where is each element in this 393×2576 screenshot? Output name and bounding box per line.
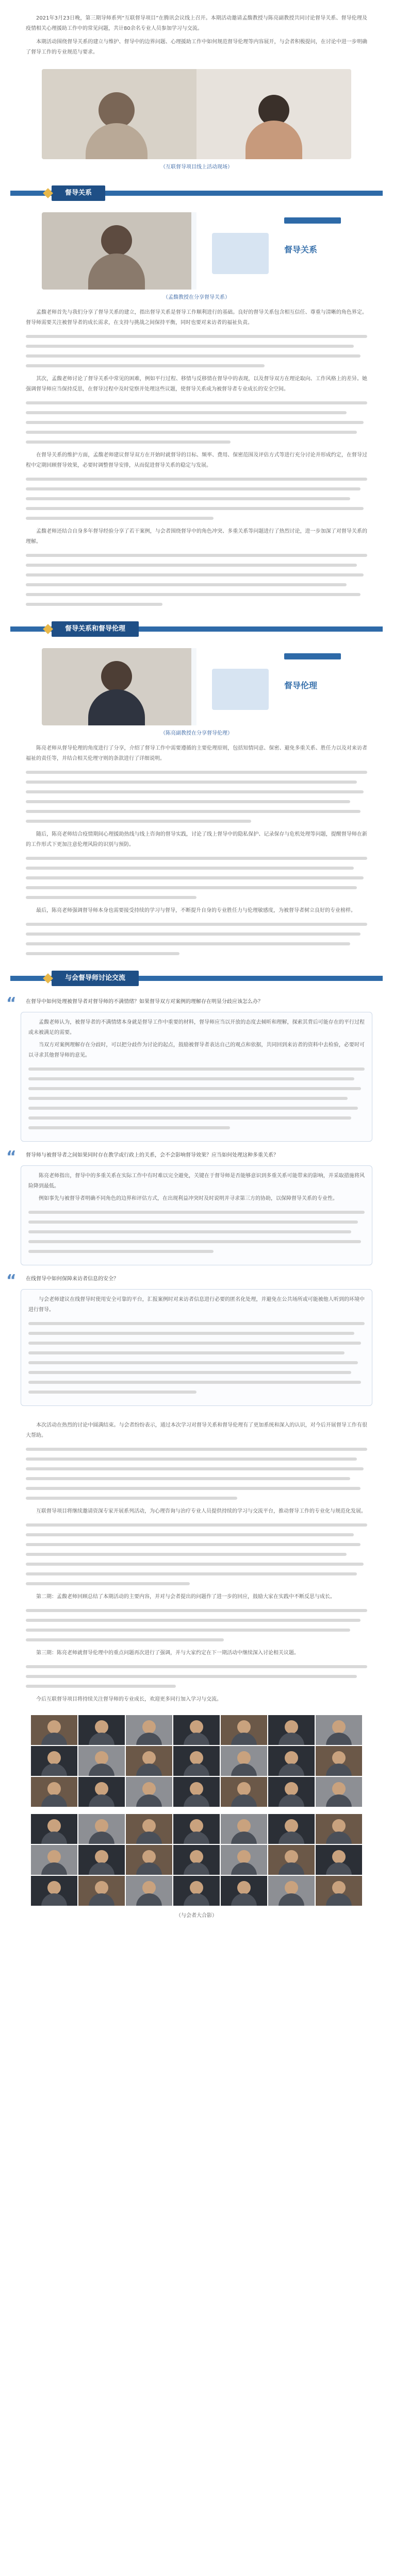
qa-block bbox=[6, 994, 372, 1142]
question-text: 在线督导中如何保障来访者信息的安全？ bbox=[26, 1276, 119, 1282]
participant-video-tile bbox=[316, 1845, 362, 1875]
answer-box bbox=[21, 1289, 372, 1406]
text-line-placeholder bbox=[28, 1116, 351, 1120]
answer-text: 陈亮老师指出，督导中的多重关系在实际工作中有时难以完全避免，关键在于督导师是否能够意识到多重关系可能带来的影响，并采取措施将风险降到最低。 bbox=[28, 1173, 365, 1189]
participant-video-tile bbox=[173, 1876, 220, 1906]
participant-video-tile bbox=[31, 1876, 77, 1906]
text-line-placeholder bbox=[26, 517, 214, 520]
answer-box bbox=[21, 1165, 372, 1265]
text-placeholder bbox=[26, 478, 367, 520]
participant-video-tile bbox=[268, 1715, 315, 1745]
question-text: 督导师与被督导者之间如果同时存在教学或行政上的关系，会不会影响督导效果？应当如何处理这种多重关系？ bbox=[26, 1153, 279, 1158]
participant-video-tile bbox=[126, 1777, 172, 1807]
text-line-placeholder bbox=[28, 1332, 354, 1335]
body-paragraph: 在督导关系的维护方面，孟馥老师建议督导双方在开始时就督导的目标、频率、费用、保密范围及评估方式等进行充分讨论并形成约定，在督导过程中定期回顾督导效果，必要时调整督导安排，从而促进督导关系的稳定与发展。 bbox=[26, 452, 367, 468]
text-line-placeholder bbox=[26, 923, 367, 926]
answer-box bbox=[21, 1012, 372, 1142]
body-paragraph: 互联督导项目将继续邀请资深专家开展系列活动，为心理咨询与治疗专业人员提供持续的学习与交流平台，推动督导工作的专业化与规范化发展。 bbox=[36, 1509, 366, 1514]
participant-video-tile bbox=[126, 1746, 172, 1776]
question-mark-icon: “ bbox=[6, 994, 17, 1012]
text-line-placeholder bbox=[28, 1087, 361, 1090]
text-line-placeholder bbox=[26, 857, 367, 860]
text-line-placeholder bbox=[26, 364, 265, 367]
text-line-placeholder bbox=[26, 401, 367, 404]
participant-video-tile bbox=[78, 1715, 125, 1745]
body-paragraph: 第二期：孟馥老师回顾总结了本期活动的主要内容，并对与会者提出的问题作了进一步的回应，鼓励大家在实践中不断反思与成长。 bbox=[36, 1594, 335, 1600]
text-line-placeholder bbox=[28, 1211, 365, 1214]
photo-caption: （互联督导项目线上活动现场） bbox=[160, 164, 233, 170]
text-line-placeholder bbox=[28, 1250, 214, 1253]
participant-video-tile bbox=[78, 1814, 125, 1844]
text-line-placeholder bbox=[26, 1572, 357, 1575]
participant-video-tile bbox=[221, 1777, 267, 1807]
text-line-placeholder bbox=[28, 1361, 358, 1364]
participant-video-tile bbox=[173, 1777, 220, 1807]
text-placeholder bbox=[26, 1609, 367, 1641]
participant-video-tile bbox=[78, 1876, 125, 1906]
participant-video-tile bbox=[316, 1876, 362, 1906]
text-placeholder bbox=[26, 1523, 367, 1585]
text-placeholder bbox=[28, 1322, 365, 1394]
text-line-placeholder bbox=[28, 1240, 361, 1243]
participant-video-tile bbox=[173, 1746, 220, 1776]
meeting-photo bbox=[42, 69, 351, 159]
text-line-placeholder bbox=[26, 1487, 361, 1490]
participant-video-tile bbox=[78, 1845, 125, 1875]
participant-video-tile bbox=[316, 1777, 362, 1807]
text-line-placeholder bbox=[26, 1629, 350, 1632]
text-line-placeholder bbox=[26, 1458, 357, 1461]
body-paragraph: 孟馥老师还结合自身多年督导经验分享了若干案例，与会者围绕督导中的角色冲突、多重关系等问题进行了热烈讨论，进一步加深了对督导关系的理解。 bbox=[26, 529, 367, 545]
text-line-placeholder bbox=[26, 507, 364, 510]
text-line-placeholder bbox=[26, 1619, 361, 1622]
group-photo-grid bbox=[31, 1715, 362, 1807]
answer-text: 孟馥老师认为，被督导者的不满情绪本身就是督导工作中重要的材料，督导师应当以开放的态度去倾听和理解，探索其背后可能存在的平行过程或未被满足的需要。 bbox=[28, 1020, 365, 1036]
text-line-placeholder bbox=[28, 1221, 358, 1224]
slide-title: 督导关系 bbox=[284, 245, 318, 255]
body-paragraph: 最后，陈亮老师强调督导师本身也需要接受持续的学习与督导，不断提升自身的专业胜任力与伦理敏感度，为被督导者树立良好的专业榜样。 bbox=[36, 908, 356, 913]
text-line-placeholder bbox=[26, 886, 357, 889]
text-line-placeholder bbox=[28, 1107, 358, 1110]
text-line-placeholder bbox=[26, 573, 364, 577]
answer-text: 当双方对案例理解存在分歧时，可以把分歧作为讨论的起点，鼓励被督导者表达自己的观点和依据，共同回到来访者的资料中去检验，必要时可以寻求其他督导师的意见。 bbox=[28, 1042, 365, 1058]
text-line-placeholder bbox=[26, 1497, 237, 1500]
text-line-placeholder bbox=[26, 487, 361, 490]
text-line-placeholder bbox=[26, 810, 361, 813]
text-line-placeholder bbox=[26, 896, 196, 899]
text-line-placeholder bbox=[26, 1665, 367, 1668]
text-line-placeholder bbox=[26, 564, 357, 567]
text-line-placeholder bbox=[26, 876, 364, 879]
text-line-placeholder bbox=[26, 781, 357, 784]
answer-text: 与会老师建议在线督导时使用安全可靠的平台，汇报案例时对来访者信息进行必要的匿名化处理，并避免在公共场所或可能被他人听到的环境中进行督导。 bbox=[28, 1297, 365, 1313]
question-mark-icon: “ bbox=[6, 1148, 17, 1166]
participant-video-tile bbox=[316, 1746, 362, 1776]
participant-video-tile bbox=[268, 1814, 315, 1844]
text-line-placeholder bbox=[26, 867, 354, 870]
body-paragraph: 陈亮老师从督导伦理的角度进行了分享，介绍了督导工作中需要遵循的主要伦理原则，包括知情同意、保密、避免多重关系、胜任力以及对来访者福祉的责任等，并结合相关伦理守则的条款进行了详细说明。 bbox=[26, 745, 367, 761]
participant-video-tile bbox=[221, 1715, 267, 1745]
text-line-placeholder bbox=[26, 1563, 364, 1566]
participant-video-tile bbox=[268, 1777, 315, 1807]
text-line-placeholder bbox=[26, 1675, 357, 1678]
text-line-placeholder bbox=[26, 952, 179, 955]
text-placeholder bbox=[26, 771, 367, 823]
text-line-placeholder bbox=[26, 440, 231, 444]
text-line-placeholder bbox=[26, 790, 364, 793]
speaker-photo bbox=[42, 648, 351, 725]
text-placeholder bbox=[26, 857, 367, 899]
participant-video-tile bbox=[78, 1777, 125, 1807]
text-line-placeholder bbox=[26, 942, 350, 945]
body-paragraph: 其次，孟馥老师讨论了督导关系中常见的困难，例如平行过程、移情与反移情在督导中的表现，以及督导双方在理论取向、工作风格上的差异。她强调督导师应当保持反思，在督导过程中及时觉察并处理这些议题，使督导关系成为被督导者专业成长的安全空间。 bbox=[26, 376, 367, 392]
intro-paragraph: 2021年3月23日晚，第三期导师系列“互联督导项目”在腾讯会议线上召开。本期活动邀请孟馥教授与陈亮副教授共同讨论督导关系、督导伦理及疫情相关心理援助工作中的常见问题，共计80余名专业人员参加学习与交流。 bbox=[26, 15, 367, 31]
slide-title: 督导伦理 bbox=[284, 681, 318, 690]
text-line-placeholder bbox=[28, 1381, 361, 1384]
text-placeholder bbox=[26, 335, 367, 367]
text-line-placeholder bbox=[26, 1582, 190, 1585]
text-line-placeholder bbox=[26, 583, 347, 586]
question-mark-icon: “ bbox=[6, 1272, 17, 1290]
text-line-placeholder bbox=[26, 1638, 224, 1641]
qa-block bbox=[6, 1148, 372, 1265]
participant-video-tile bbox=[173, 1814, 220, 1844]
text-line-placeholder bbox=[26, 1609, 367, 1612]
participant-video-tile bbox=[173, 1715, 220, 1745]
section-title: 与会督导师讨论交流 bbox=[52, 971, 139, 986]
text-line-placeholder bbox=[28, 1097, 348, 1100]
participant-video-tile bbox=[268, 1876, 315, 1906]
participant-video-tile bbox=[31, 1715, 77, 1745]
section-header bbox=[10, 620, 383, 638]
text-placeholder bbox=[26, 923, 367, 955]
text-placeholder bbox=[26, 1665, 367, 1688]
text-line-placeholder bbox=[26, 1477, 350, 1480]
body-paragraph: 孟馥老师首先与我们分享了督导关系的建立，指出督导关系是督导工作顺利进行的基础。良好的督导关系包含相互信任、尊重与清晰的角色界定。督导师需要关注被督导者的成长需求，在支持与挑战之间保持平衡，同时也要对来访者的福祉负责。 bbox=[26, 310, 367, 326]
text-line-placeholder bbox=[26, 1467, 364, 1470]
participant-video-tile bbox=[126, 1814, 172, 1844]
text-line-placeholder bbox=[28, 1351, 345, 1354]
group-photo-grid bbox=[31, 1814, 362, 1906]
text-line-placeholder bbox=[26, 820, 251, 823]
text-line-placeholder bbox=[26, 411, 347, 414]
participant-video-tile bbox=[173, 1845, 220, 1875]
participant-video-tile bbox=[126, 1715, 172, 1745]
text-line-placeholder bbox=[26, 771, 367, 774]
text-line-placeholder bbox=[26, 1448, 367, 1451]
text-line-placeholder bbox=[26, 1553, 347, 1556]
text-placeholder bbox=[26, 1448, 367, 1500]
participant-video-tile bbox=[31, 1746, 77, 1776]
qa-block bbox=[6, 1272, 372, 1406]
speaker-photo bbox=[42, 212, 351, 290]
text-line-placeholder bbox=[26, 800, 350, 803]
participant-video-tile bbox=[126, 1876, 172, 1906]
text-line-placeholder bbox=[26, 554, 367, 557]
body-paragraph: 随后，陈亮老师结合疫情期间心理援助热线与线上咨询的督导实践，讨论了线上督导中的隐私保护、记录保存与危机处理等问题，提醒督导师在新的工作形式下更加注意伦理风险的识别与预防。 bbox=[26, 832, 367, 848]
text-line-placeholder bbox=[28, 1322, 365, 1325]
text-line-placeholder bbox=[28, 1391, 196, 1394]
text-line-placeholder bbox=[28, 1371, 351, 1374]
section-title: 督导关系和督导伦理 bbox=[52, 621, 139, 637]
text-line-placeholder bbox=[28, 1126, 230, 1129]
text-placeholder bbox=[26, 401, 367, 444]
section-title: 督导关系 bbox=[52, 185, 105, 201]
text-line-placeholder bbox=[26, 933, 361, 936]
participant-video-tile bbox=[31, 1845, 77, 1875]
participant-video-tile bbox=[221, 1746, 267, 1776]
participant-video-tile bbox=[126, 1845, 172, 1875]
text-line-placeholder bbox=[26, 431, 357, 434]
answer-text: 例如事先与被督导者明确不同角色的边界和评估方式，在出现利益冲突时及时说明并寻求第三方的协助，以保障督导关系的专业性。 bbox=[39, 1196, 338, 1201]
photo-caption: （与会者大合影） bbox=[176, 1913, 217, 1919]
body-paragraph: 本次活动在热烈的讨论中圆满结束。与会者纷纷表示，通过本次学习对督导关系和督导伦理有了更加系统和深入的认识，对今后开展督导工作有很大帮助。 bbox=[26, 1422, 367, 1438]
body-paragraph: 第三期：陈亮老师就督导伦理中的重点问题再次进行了强调，并与大家约定在下一期活动中继续深入讨论相关议题。 bbox=[36, 1650, 299, 1656]
text-line-placeholder bbox=[26, 497, 350, 500]
photo-caption: （陈亮副教授在分享督导伦理） bbox=[160, 731, 233, 736]
intro-paragraph: 本期活动围绕督导关系的建立与维护、督导中的边界问题、心理援助工作中如何规范督导伦理等内容展开，与会者积极提问，在讨论中进一步明确了督导工作的专业规范与要求。 bbox=[26, 39, 367, 55]
participant-video-tile bbox=[221, 1876, 267, 1906]
participant-video-tile bbox=[221, 1845, 267, 1875]
participant-video-tile bbox=[316, 1814, 362, 1844]
text-line-placeholder bbox=[26, 354, 361, 358]
text-line-placeholder bbox=[28, 1077, 354, 1080]
body-paragraph: 今后互联督导项目将持续关注督导师的专业成长，欢迎更多同行加入学习与交流。 bbox=[36, 1697, 222, 1702]
section-header bbox=[10, 970, 383, 987]
text-placeholder bbox=[28, 1211, 365, 1253]
text-placeholder bbox=[28, 1067, 365, 1129]
text-line-placeholder bbox=[26, 1543, 361, 1546]
text-line-placeholder bbox=[26, 603, 162, 606]
participant-video-tile bbox=[31, 1814, 77, 1844]
photo-caption: （孟馥教授在分享督导关系） bbox=[163, 295, 230, 300]
participant-video-tile bbox=[78, 1746, 125, 1776]
participant-video-tile bbox=[221, 1814, 267, 1844]
text-line-placeholder bbox=[28, 1067, 365, 1071]
text-line-placeholder bbox=[26, 1685, 176, 1688]
text-placeholder bbox=[26, 554, 367, 606]
participant-video-tile bbox=[316, 1715, 362, 1745]
participant-video-tile bbox=[268, 1746, 315, 1776]
text-line-placeholder bbox=[26, 478, 367, 481]
text-line-placeholder bbox=[26, 1523, 367, 1527]
text-line-placeholder bbox=[26, 1533, 354, 1536]
participant-video-tile bbox=[268, 1845, 315, 1875]
section-header bbox=[10, 184, 383, 202]
question-text: 在督导中如何处理被督导者对督导师的不满情绪？如果督导双方对案例的理解存在明显分歧应该怎么办？ bbox=[26, 999, 263, 1005]
text-line-placeholder bbox=[26, 345, 354, 348]
text-line-placeholder bbox=[26, 421, 364, 424]
participant-video-tile bbox=[31, 1777, 77, 1807]
text-line-placeholder bbox=[26, 593, 361, 596]
text-line-placeholder bbox=[28, 1342, 361, 1345]
text-line-placeholder bbox=[26, 335, 367, 338]
text-line-placeholder bbox=[28, 1230, 351, 1233]
